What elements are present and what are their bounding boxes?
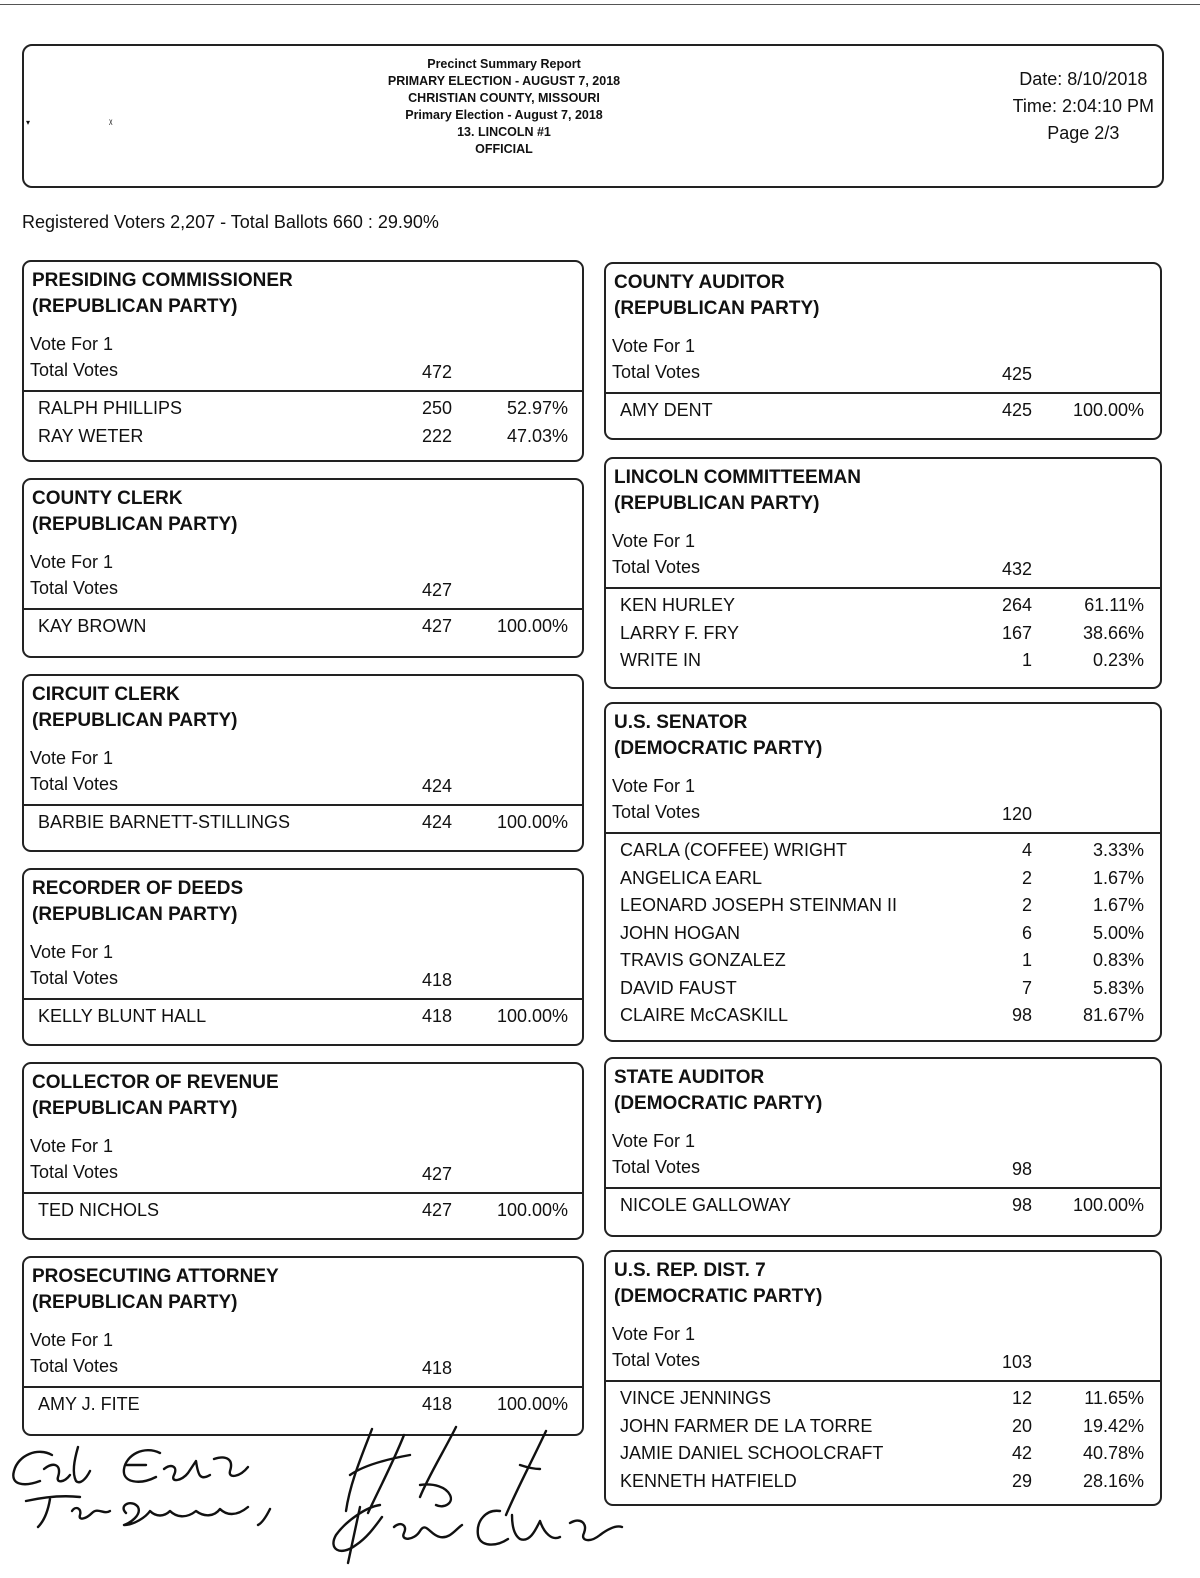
candidate-row	[38, 1200, 582, 1228]
candidate-percent: 61.11%	[1084, 595, 1144, 615]
race-office: STATE AUDITOR	[614, 1067, 765, 1088]
report-title-block	[324, 56, 684, 158]
total-votes-label: Total Votes	[612, 802, 701, 822]
candidate-row	[620, 1388, 1160, 1416]
race-party: (REPUBLICAN PARTY)	[32, 514, 238, 535]
race-title	[32, 268, 293, 320]
candidate-name: CARLA (COFFEE) WRIGHT	[620, 840, 848, 860]
total-votes-label: Total Votes	[30, 1162, 119, 1182]
divider	[24, 1192, 582, 1194]
vote-for-label: Vote For 1	[612, 776, 696, 796]
candidate-votes: 222	[421, 425, 452, 446]
race-office: PRESIDING COMMISSIONER	[32, 270, 293, 291]
candidate-votes: 264	[1001, 595, 1032, 615]
total-votes-label: Total Votes	[612, 362, 701, 382]
vote-for-label: Vote For 1	[30, 552, 114, 572]
race-party: (DEMOCRATIC PARTY)	[614, 738, 823, 759]
race-title	[32, 682, 237, 734]
vote-for-label: Vote For 1	[612, 336, 696, 356]
candidate-percent: 28.16%	[1082, 1470, 1144, 1491]
race-office: U.S. SENATOR	[614, 712, 748, 733]
candidate-votes: 98	[1011, 1005, 1032, 1025]
vote-for-label: Vote For 1	[612, 1131, 696, 1151]
candidate-percent: 11.65%	[1084, 1388, 1144, 1408]
divider	[24, 608, 582, 610]
candidate-row	[620, 1471, 1160, 1499]
election-subtitle: Primary Election - August 7, 2018	[405, 108, 603, 122]
vote-for-label: Vote For 1	[30, 1330, 114, 1350]
candidate-votes: 418	[421, 1394, 452, 1414]
candidate-row	[38, 1006, 582, 1034]
candidate-name: LARRY F. FRY	[620, 622, 740, 643]
divider	[24, 804, 582, 806]
candidate-name: AMY DENT	[620, 400, 713, 420]
race-box	[22, 868, 584, 1046]
candidate-percent: 0.23%	[1092, 650, 1144, 670]
candidate-row	[38, 812, 582, 840]
race-title	[614, 465, 861, 517]
report-header	[22, 44, 1164, 188]
total-votes-value: 418	[421, 1358, 452, 1378]
report-title: Precinct Summary Report	[427, 57, 581, 71]
race-party: (DEMOCRATIC PARTY)	[614, 1286, 823, 1307]
race-box	[604, 1250, 1162, 1506]
candidate-row	[38, 426, 582, 454]
candidate-name: CLAIRE McCASKILL	[620, 1005, 789, 1025]
report-time: Time: 2:04:10 PM	[1012, 96, 1154, 116]
candidate-votes: 250	[421, 398, 452, 418]
divider	[24, 1386, 582, 1388]
race-party: (REPUBLICAN PARTY)	[614, 493, 820, 514]
candidate-votes: 20	[1011, 1415, 1032, 1436]
official-label: OFFICIAL	[475, 142, 533, 156]
candidate-name: BARBIE BARNETT-STILLINGS	[38, 812, 291, 832]
candidate-row	[620, 868, 1160, 896]
candidate-percent: 19.42%	[1082, 1415, 1144, 1436]
race-party: (REPUBLICAN PARTY)	[32, 904, 238, 925]
race-title	[614, 1258, 822, 1310]
candidate-name: KELLY BLUNT HALL	[38, 1006, 207, 1026]
candidate-name: DAVID FAUST	[620, 977, 737, 998]
scan-top-edge	[0, 4, 1200, 5]
candidate-votes: 12	[1011, 1388, 1032, 1408]
race-title	[614, 270, 819, 322]
race-party: (REPUBLICAN PARTY)	[32, 710, 238, 731]
candidate-votes: 425	[1001, 400, 1032, 420]
candidate-name: TRAVIS GONZALEZ	[620, 950, 786, 970]
signatures	[0, 1425, 640, 1573]
candidate-percent: 3.33%	[1092, 840, 1144, 860]
candidate-votes: 98	[1011, 1195, 1032, 1215]
total-votes-value: 103	[1001, 1352, 1032, 1372]
total-votes-value: 98	[1011, 1159, 1032, 1179]
total-votes-value: 472	[421, 362, 452, 382]
candidate-percent: 38.66%	[1082, 622, 1144, 643]
candidate-percent: 81.67%	[1082, 1005, 1144, 1025]
candidate-votes: 424	[421, 812, 452, 832]
vote-for-label: Vote For 1	[30, 334, 114, 354]
candidate-row	[620, 978, 1160, 1006]
candidate-name: ANGELICA EARL	[620, 867, 763, 888]
candidate-percent: 100.00%	[496, 812, 568, 832]
race-office: LINCOLN COMMITTEEMAN	[614, 467, 861, 488]
candidate-votes: 167	[1001, 622, 1032, 643]
race-party: (DEMOCRATIC PARTY)	[614, 1093, 823, 1114]
candidate-name: KAY BROWN	[38, 616, 147, 636]
candidate-votes: 2	[1021, 867, 1032, 888]
candidate-row	[38, 1394, 582, 1422]
candidate-percent: 1.67%	[1092, 867, 1144, 888]
divider	[606, 1187, 1160, 1189]
race-party: (REPUBLICAN PARTY)	[32, 296, 238, 317]
candidate-row	[620, 1195, 1160, 1223]
race-title	[32, 1264, 279, 1316]
candidate-name: WRITE IN	[620, 650, 701, 670]
candidate-row	[620, 923, 1160, 951]
divider	[606, 832, 1160, 834]
vote-for-label: Vote For 1	[30, 748, 114, 768]
race-office: RECORDER OF DEEDS	[32, 878, 244, 899]
candidate-row	[620, 400, 1160, 428]
race-box	[604, 262, 1162, 440]
vote-for-label: Vote For 1	[30, 942, 114, 962]
candidate-votes: 42	[1011, 1443, 1032, 1463]
candidate-name: KEN HURLEY	[620, 595, 736, 615]
candidate-row	[620, 623, 1160, 651]
total-votes-label: Total Votes	[30, 968, 119, 988]
race-box	[604, 702, 1162, 1042]
candidate-percent: 1.67%	[1092, 895, 1144, 915]
scan-mark: ᵡ	[109, 118, 113, 129]
candidate-row	[38, 616, 582, 644]
election-name: PRIMARY ELECTION - AUGUST 7, 2018	[387, 74, 621, 88]
total-votes-label: Total Votes	[30, 774, 119, 794]
race-office: COLLECTOR OF REVENUE	[32, 1072, 279, 1093]
candidate-name: TED NICHOLS	[38, 1200, 160, 1220]
handwritten-signatures	[0, 1425, 640, 1573]
race-title	[614, 710, 822, 762]
race-party: (REPUBLICAN PARTY)	[32, 1292, 238, 1313]
candidate-percent: 5.00%	[1092, 922, 1144, 943]
candidate-row	[620, 840, 1160, 868]
race-party: (REPUBLICAN PARTY)	[614, 298, 820, 319]
candidate-percent: 100.00%	[496, 1006, 568, 1026]
race-title	[32, 1070, 279, 1122]
vote-for-label: Vote For 1	[612, 531, 696, 551]
candidate-row	[620, 595, 1160, 623]
candidate-votes: 29	[1011, 1470, 1032, 1491]
candidate-percent: 5.83%	[1092, 977, 1144, 998]
total-votes-label: Total Votes	[30, 1356, 119, 1376]
total-votes-value: 120	[1001, 804, 1032, 824]
candidate-votes: 6	[1021, 922, 1032, 943]
candidate-row	[620, 1005, 1160, 1033]
candidate-percent: 100.00%	[1072, 400, 1144, 420]
race-title	[32, 876, 243, 928]
race-party: (REPUBLICAN PARTY)	[32, 1098, 238, 1119]
candidate-name: RALPH PHILLIPS	[38, 398, 183, 418]
race-box	[22, 674, 584, 852]
race-box	[22, 260, 584, 462]
total-votes-label: Total Votes	[30, 578, 119, 598]
candidate-votes: 2	[1021, 895, 1032, 915]
candidate-row	[620, 950, 1160, 978]
candidate-name: JOHN HOGAN	[620, 922, 741, 943]
candidate-name: JOHN FARMER DE LA TORRE	[620, 1415, 873, 1436]
race-box	[604, 1057, 1162, 1237]
candidate-votes: 4	[1021, 840, 1032, 860]
divider	[606, 587, 1160, 589]
report-meta	[1013, 66, 1154, 147]
candidate-name: JAMIE DANIEL SCHOOLCRAFT	[620, 1443, 884, 1463]
race-box	[604, 457, 1162, 689]
precinct-name: 13. LINCOLN #1	[457, 125, 551, 139]
candidate-votes: 7	[1021, 977, 1032, 998]
candidate-row	[620, 650, 1160, 678]
race-box	[22, 478, 584, 658]
county-name: CHRISTIAN COUNTY, MISSOURI	[408, 91, 600, 105]
total-votes-value: 432	[1001, 559, 1032, 579]
race-title	[32, 486, 237, 538]
race-box	[22, 1062, 584, 1240]
total-votes-label: Total Votes	[612, 557, 701, 577]
total-votes-label: Total Votes	[30, 360, 119, 380]
candidate-votes: 418	[421, 1006, 452, 1026]
race-box	[22, 1256, 584, 1436]
candidate-row	[38, 398, 582, 426]
candidate-votes: 1	[1021, 650, 1032, 670]
total-votes-value: 427	[421, 580, 452, 600]
candidate-percent: 47.03%	[506, 425, 568, 446]
divider	[606, 392, 1160, 394]
candidate-percent: 40.78%	[1082, 1443, 1144, 1463]
divider	[24, 390, 582, 392]
candidate-votes: 1	[1021, 950, 1032, 970]
race-office: PROSECUTING ATTORNEY	[32, 1266, 279, 1287]
candidate-votes: 427	[421, 616, 452, 636]
page-number: Page 2/3	[1047, 123, 1120, 143]
race-office: COUNTY CLERK	[32, 488, 183, 509]
registered-voters: Registered Voters 2,207 - Total Ballots 660 : 29.90%	[22, 212, 439, 232]
candidate-name: RAY WETER	[38, 425, 144, 446]
race-title	[614, 1065, 822, 1117]
divider	[24, 998, 582, 1000]
candidate-percent: 100.00%	[496, 1394, 568, 1414]
candidate-percent: 100.00%	[496, 1200, 568, 1220]
candidate-name: NICOLE GALLOWAY	[620, 1195, 792, 1215]
race-office: CIRCUIT CLERK	[32, 684, 180, 705]
candidate-row	[620, 1443, 1160, 1471]
total-votes-value: 427	[421, 1164, 452, 1184]
candidate-name: VINCE JENNINGS	[620, 1388, 772, 1408]
candidate-name: KENNETH HATFIELD	[620, 1470, 797, 1491]
total-votes-label: Total Votes	[612, 1350, 701, 1370]
candidate-percent: 52.97%	[506, 398, 568, 418]
total-votes-value: 424	[421, 776, 452, 796]
vote-for-label: Vote For 1	[612, 1324, 696, 1344]
total-votes-value: 425	[1001, 364, 1032, 384]
vote-for-label: Vote For 1	[30, 1136, 114, 1156]
candidate-name: AMY J. FITE	[38, 1394, 140, 1414]
candidate-percent: 100.00%	[1072, 1195, 1144, 1215]
candidate-percent: 0.83%	[1092, 950, 1144, 970]
candidate-row	[620, 895, 1160, 923]
scan-mark: ▾	[26, 118, 31, 127]
report-date: Date: 8/10/2018	[1019, 69, 1148, 89]
candidate-votes: 427	[421, 1200, 452, 1220]
race-office: U.S. REP. DIST. 7	[614, 1260, 766, 1281]
race-office: COUNTY AUDITOR	[614, 272, 785, 293]
total-votes-label: Total Votes	[612, 1157, 701, 1177]
total-votes-value: 418	[421, 970, 452, 990]
divider	[606, 1380, 1160, 1382]
candidate-row	[620, 1416, 1160, 1444]
candidate-name: LEONARD JOSEPH STEINMAN II	[620, 895, 898, 915]
candidate-percent: 100.00%	[496, 616, 568, 636]
